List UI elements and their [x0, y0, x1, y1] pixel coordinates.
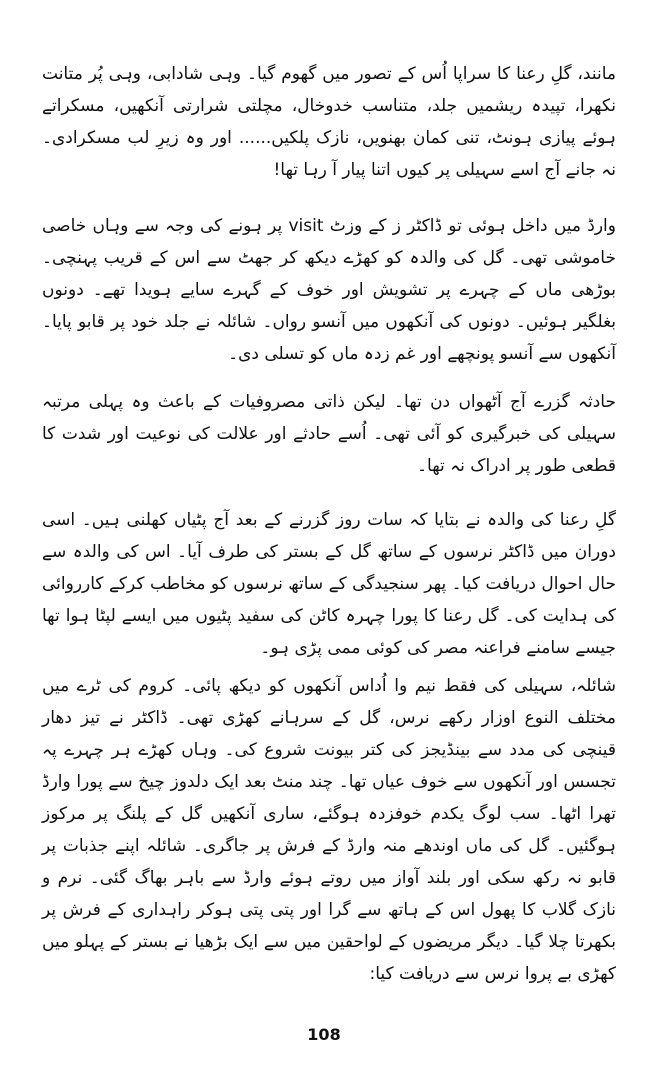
paragraph-bandage-opening: گلِ رعنا کی والدہ نے بتایا کہ سات روز گزرنے کے بعد آج پٹیاں کھلنی ہیں۔ اسی دوران میں ڈاکٹر نرسوں کے ساتھ گل کے بستر کی طرف آیا۔ اس کی والدہ سے حال احوال دریافت کیا۔ پھر سنجیدگی کے ساتھ نرسوں کو مخاطب کرکے کارروائی کی ہدایت کی۔ گل رعنا کا پورا چہرہ کاٹن کی سفید پٹیوں میں ایسے لپٹا ہوا تھا جیسے سامنے فراعنہ مصر کی کوئی ممی پڑی ہو۔ [42, 510, 616, 658]
paragraph-bandage-removal-scene: شائلہ، سہیلی کی فقط نیم وا اُداس آنکھوں کو دیکھ پائی۔ کروم کی ٹرے میں مختلف النوع اوزار رکھے نرس، گل کے سرہانے کھڑی تھی۔ ڈاکٹر نے تیز دھار قینچی کی مدد سے بینڈیجز کی کتر بیونت شروع کی۔ وہاں کھڑے ہر چہرے پہ تجسس اور آنکھوں سے خوف عیاں تھا۔ چند منٹ بعد ایک دلدوز چیخ سے پورا وارڈ تھرا اٹھا۔ سب لوگ یکدم خوفزدہ ہوگئے، ساری آنکھیں گل کے پلنگ پر مرکوز ہوگئیں۔ گل کی ماں اوندھے منہ وارڈ کے فرش پر جاگری۔ شائلہ اپنے جذبات پر قابو نہ رکھ سکی اور بلند آواز میں روتے ہوئے وارڈ سے باہر بھاگ گئی۔ نرم و نازک گلاب کا پھول اس کے ہاتھ سے گرا اور پتی پتی ہوکر راہداری کے فرش پر بکھرتا چلا گیا۔ دیگر مریضوں کے لواحقین میں سے ایک بڑھیا نے بستر کے پہلو میں کھڑی بے پروا نرس سے دریافت کیا: [42, 676, 616, 984]
page-number: 108 [307, 1025, 341, 1044]
paragraph-gul-rana-recollection: مانند، گلِ رعنا کا سراپا اُس کے تصور میں گھوم گیا۔ وہی شادابی، وہی پُر متانت نکھرا، تپیدہ ریشمیں جلد، متناسب خدوخال، مچلتی شرارتی آنکھیں، مسکراتے ہوئے پیازی ہونٹ، تنی کمان بھنویں، نازک پلکیں...... اور وہ زیرِ لب مسکرادی۔ نہ جانے آج اسے سہیلی پر کیوں اتنا پیار آ رہا تھا! [42, 64, 616, 180]
paragraph-accident-eighth-day: حادثہ گزرے آج آٹھواں دن تھا۔ لیکن ذاتی مصروفیات کے باعث وہ پہلی مرتبہ سہیلی کی خبرگیری کو آئی تھی۔ اُسے حادثے اور علالت کی نوعیت اور شدت کا قطعی طور پر ادراک نہ تھا۔ [42, 392, 616, 476]
paragraph-ward-arrival: وارڈ میں داخل ہوئی تو ڈاکٹر ز کے وزٹ visit پر ہونے کی وجہ سے وہاں خاصی خاموشی تھی۔ گل کی والدہ کو کھڑے دیکھ کر جھٹ سے اس کے قریب پہنچی۔ بوڑھی ماں کے چہرے پر تشویش اور خوف کے گہرے سایے ہویدا تھے۔ دونوں بغلگیر ہوئیں۔ دونوں کی آنکھوں میں آنسو رواں۔ شائلہ نے جلد خود پر قابو پایا۔ آنکھوں سے آنسو پونچھے اور غم زدہ ماں کو تسلی دی۔ [42, 216, 616, 364]
